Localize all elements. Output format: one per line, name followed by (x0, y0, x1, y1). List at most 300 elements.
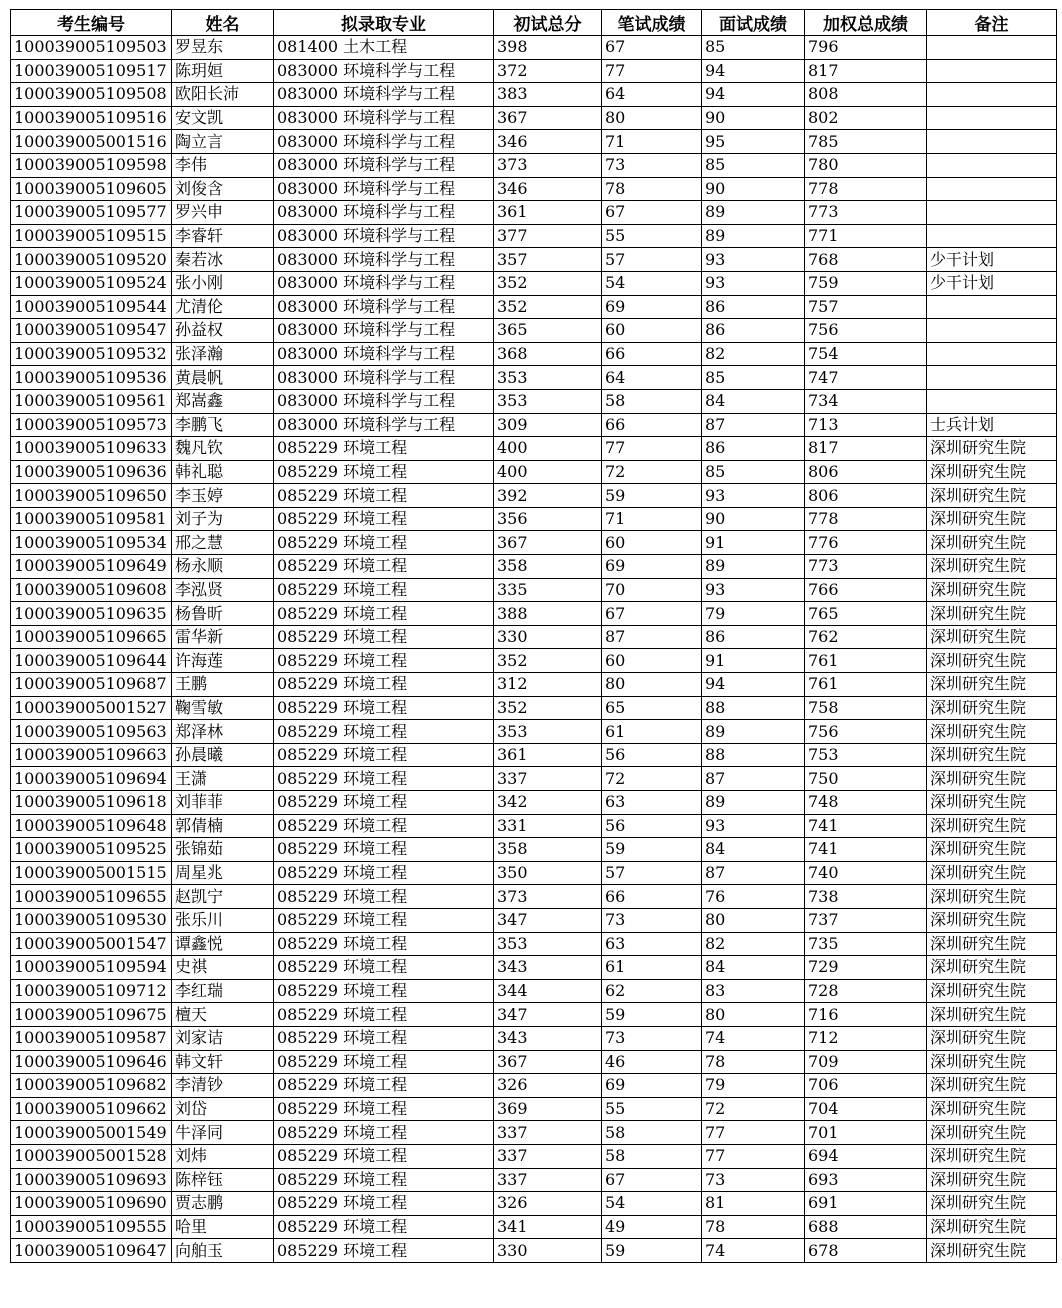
cell-remarks (927, 59, 1057, 83)
cell-weighted-total: 761 (805, 649, 927, 673)
table-row (11, 578, 1057, 602)
cell-interview-score: 88 (702, 743, 805, 767)
cell-name: 尤清伦 (172, 295, 274, 319)
cell-major: 085229 环境工程 (274, 507, 494, 531)
cell-interview-score: 90 (702, 106, 805, 130)
cell-interview-score: 82 (702, 342, 805, 366)
cell-remarks: 深圳研究生院 (927, 649, 1057, 673)
table-row (11, 1097, 1057, 1121)
cell-weighted-total: 748 (805, 791, 927, 815)
cell-initial-total: 353 (494, 932, 602, 956)
cell-initial-total: 344 (494, 979, 602, 1003)
cell-written-score: 70 (602, 578, 702, 602)
cell-major: 083000 环境科学与工程 (274, 366, 494, 390)
cell-written-score: 65 (602, 696, 702, 720)
table-row (11, 885, 1057, 909)
cell-written-score: 58 (602, 1121, 702, 1145)
cell-interview-score: 74 (702, 1026, 805, 1050)
table-row (11, 106, 1057, 130)
cell-remarks (927, 177, 1057, 201)
cell-initial-total: 373 (494, 153, 602, 177)
cell-weighted-total: 806 (805, 460, 927, 484)
cell-remarks (927, 106, 1057, 130)
table-row (11, 507, 1057, 531)
cell-remarks: 深圳研究生院 (927, 861, 1057, 885)
cell-weighted-total: 759 (805, 271, 927, 295)
cell-weighted-total: 780 (805, 153, 927, 177)
cell-weighted-total: 796 (805, 36, 927, 60)
cell-major: 085229 环境工程 (274, 838, 494, 862)
cell-major: 085229 环境工程 (274, 1192, 494, 1216)
cell-weighted-total: 691 (805, 1192, 927, 1216)
cell-name: 郑泽林 (172, 720, 274, 744)
cell-interview-score: 82 (702, 932, 805, 956)
cell-initial-total: 367 (494, 106, 602, 130)
cell-candidate-id: 100039005109649 (11, 555, 172, 579)
cell-name: 雷华新 (172, 625, 274, 649)
cell-remarks: 深圳研究生院 (927, 1097, 1057, 1121)
cell-weighted-total: 747 (805, 366, 927, 390)
header-name: 姓名 (172, 10, 274, 36)
cell-written-score: 80 (602, 106, 702, 130)
cell-interview-score: 79 (702, 602, 805, 626)
table-row (11, 153, 1057, 177)
cell-written-score: 57 (602, 248, 702, 272)
cell-weighted-total: 693 (805, 1168, 927, 1192)
cell-interview-score: 83 (702, 979, 805, 1003)
cell-major: 085229 环境工程 (274, 720, 494, 744)
cell-major: 085229 环境工程 (274, 1121, 494, 1145)
cell-major: 083000 环境科学与工程 (274, 177, 494, 201)
cell-remarks (927, 201, 1057, 225)
cell-candidate-id: 100039005109561 (11, 389, 172, 413)
table-row (11, 342, 1057, 366)
table-body (11, 36, 1057, 1263)
cell-name: 李玉婷 (172, 484, 274, 508)
table-header (11, 10, 1057, 36)
cell-weighted-total: 817 (805, 437, 927, 461)
cell-candidate-id: 100039005001527 (11, 696, 172, 720)
cell-written-score: 77 (602, 437, 702, 461)
table-row (11, 861, 1057, 885)
cell-remarks: 深圳研究生院 (927, 791, 1057, 815)
cell-written-score: 60 (602, 319, 702, 343)
cell-remarks: 深圳研究生院 (927, 720, 1057, 744)
cell-name: 邢之慧 (172, 531, 274, 555)
cell-interview-score: 86 (702, 437, 805, 461)
cell-candidate-id: 100039005109693 (11, 1168, 172, 1192)
cell-weighted-total: 758 (805, 696, 927, 720)
cell-candidate-id: 100039005109655 (11, 885, 172, 909)
table-row (11, 484, 1057, 508)
cell-major: 085229 环境工程 (274, 602, 494, 626)
cell-interview-score: 79 (702, 1074, 805, 1098)
cell-initial-total: 361 (494, 743, 602, 767)
cell-remarks (927, 389, 1057, 413)
cell-initial-total: 383 (494, 83, 602, 107)
cell-interview-score: 80 (702, 1003, 805, 1027)
cell-initial-total: 343 (494, 956, 602, 980)
cell-weighted-total: 802 (805, 106, 927, 130)
cell-weighted-total: 773 (805, 555, 927, 579)
cell-initial-total: 347 (494, 908, 602, 932)
cell-name: 陈梓钰 (172, 1168, 274, 1192)
cell-remarks: 深圳研究生院 (927, 767, 1057, 791)
cell-weighted-total: 756 (805, 720, 927, 744)
table-row (11, 979, 1057, 1003)
cell-candidate-id: 100039005001528 (11, 1144, 172, 1168)
admission-table (10, 9, 1057, 1263)
cell-initial-total: 312 (494, 673, 602, 697)
cell-weighted-total: 709 (805, 1050, 927, 1074)
cell-remarks (927, 83, 1057, 107)
cell-candidate-id: 100039005109687 (11, 673, 172, 697)
cell-weighted-total: 740 (805, 861, 927, 885)
cell-remarks: 深圳研究生院 (927, 531, 1057, 555)
cell-initial-total: 330 (494, 1239, 602, 1263)
cell-candidate-id: 100039005109650 (11, 484, 172, 508)
cell-name: 史祺 (172, 956, 274, 980)
cell-major: 085229 环境工程 (274, 1026, 494, 1050)
cell-name: 刘岱 (172, 1097, 274, 1121)
cell-candidate-id: 100039005109508 (11, 83, 172, 107)
cell-name: 李清钞 (172, 1074, 274, 1098)
cell-weighted-total: 765 (805, 602, 927, 626)
cell-major: 083000 环境科学与工程 (274, 271, 494, 295)
cell-name: 贾志鹏 (172, 1192, 274, 1216)
cell-remarks (927, 366, 1057, 390)
cell-name: 张泽瀚 (172, 342, 274, 366)
table-row (11, 1121, 1057, 1145)
cell-candidate-id: 100039005001549 (11, 1121, 172, 1145)
cell-interview-score: 84 (702, 389, 805, 413)
cell-remarks: 深圳研究生院 (927, 932, 1057, 956)
cell-candidate-id: 100039005109563 (11, 720, 172, 744)
cell-name: 刘子为 (172, 507, 274, 531)
cell-remarks (927, 342, 1057, 366)
cell-initial-total: 343 (494, 1026, 602, 1050)
cell-initial-total: 335 (494, 578, 602, 602)
cell-remarks: 深圳研究生院 (927, 743, 1057, 767)
cell-name: 杨永顺 (172, 555, 274, 579)
table-row (11, 649, 1057, 673)
cell-major: 085229 环境工程 (274, 956, 494, 980)
cell-major: 085229 环境工程 (274, 767, 494, 791)
cell-initial-total: 367 (494, 531, 602, 555)
cell-name: 郑嵩鑫 (172, 389, 274, 413)
cell-candidate-id: 100039005109587 (11, 1026, 172, 1050)
cell-candidate-id: 100039005109520 (11, 248, 172, 272)
cell-major: 085229 环境工程 (274, 649, 494, 673)
cell-written-score: 58 (602, 1144, 702, 1168)
cell-weighted-total: 771 (805, 224, 927, 248)
cell-remarks: 深圳研究生院 (927, 437, 1057, 461)
table-row (11, 1239, 1057, 1263)
cell-initial-total: 368 (494, 342, 602, 366)
cell-written-score: 59 (602, 1239, 702, 1263)
cell-name: 牛泽同 (172, 1121, 274, 1145)
cell-candidate-id: 100039005109515 (11, 224, 172, 248)
cell-remarks (927, 295, 1057, 319)
cell-weighted-total: 713 (805, 413, 927, 437)
table-row (11, 838, 1057, 862)
cell-weighted-total: 754 (805, 342, 927, 366)
cell-written-score: 73 (602, 908, 702, 932)
cell-initial-total: 353 (494, 389, 602, 413)
cell-candidate-id: 100039005109644 (11, 649, 172, 673)
cell-initial-total: 346 (494, 177, 602, 201)
table-row (11, 83, 1057, 107)
cell-interview-score: 93 (702, 578, 805, 602)
cell-name: 李红瑞 (172, 979, 274, 1003)
cell-initial-total: 353 (494, 366, 602, 390)
cell-initial-total: 388 (494, 602, 602, 626)
cell-remarks: 深圳研究生院 (927, 696, 1057, 720)
cell-interview-score: 77 (702, 1144, 805, 1168)
cell-interview-score: 93 (702, 814, 805, 838)
table-row (11, 36, 1057, 60)
cell-weighted-total: 776 (805, 531, 927, 555)
table-row (11, 720, 1057, 744)
cell-written-score: 56 (602, 743, 702, 767)
header-weighted-total: 加权总成绩 (805, 10, 927, 36)
table-row (11, 673, 1057, 697)
cell-major: 083000 环境科学与工程 (274, 224, 494, 248)
cell-weighted-total: 716 (805, 1003, 927, 1027)
cell-written-score: 55 (602, 1097, 702, 1121)
header-major: 拟录取专业 (274, 10, 494, 36)
cell-major: 085229 环境工程 (274, 1239, 494, 1263)
cell-candidate-id: 100039005109544 (11, 295, 172, 319)
cell-candidate-id: 100039005109663 (11, 743, 172, 767)
cell-initial-total: 331 (494, 814, 602, 838)
cell-weighted-total: 738 (805, 885, 927, 909)
cell-interview-score: 85 (702, 153, 805, 177)
cell-written-score: 87 (602, 625, 702, 649)
cell-written-score: 55 (602, 224, 702, 248)
table-row (11, 319, 1057, 343)
table-row (11, 814, 1057, 838)
cell-written-score: 49 (602, 1215, 702, 1239)
cell-name: 赵凯宁 (172, 885, 274, 909)
cell-candidate-id: 100039005109618 (11, 791, 172, 815)
cell-name: 张乐川 (172, 908, 274, 932)
cell-remarks: 深圳研究生院 (927, 578, 1057, 602)
table-row (11, 791, 1057, 815)
cell-initial-total: 326 (494, 1192, 602, 1216)
cell-remarks: 深圳研究生院 (927, 507, 1057, 531)
cell-weighted-total: 766 (805, 578, 927, 602)
cell-candidate-id: 100039005001516 (11, 130, 172, 154)
cell-initial-total: 400 (494, 460, 602, 484)
cell-written-score: 67 (602, 36, 702, 60)
cell-remarks: 深圳研究生院 (927, 1074, 1057, 1098)
cell-major: 085229 环境工程 (274, 814, 494, 838)
cell-major: 085229 环境工程 (274, 1050, 494, 1074)
cell-remarks: 士兵计划 (927, 413, 1057, 437)
cell-major: 085229 环境工程 (274, 437, 494, 461)
cell-candidate-id: 100039005109532 (11, 342, 172, 366)
cell-major: 085229 环境工程 (274, 484, 494, 508)
cell-remarks (927, 130, 1057, 154)
cell-major: 085229 环境工程 (274, 979, 494, 1003)
cell-candidate-id: 100039005001515 (11, 861, 172, 885)
cell-written-score: 64 (602, 83, 702, 107)
cell-candidate-id: 100039005109536 (11, 366, 172, 390)
table-row (11, 413, 1057, 437)
table-row (11, 437, 1057, 461)
cell-major: 083000 环境科学与工程 (274, 295, 494, 319)
cell-name: 王鹏 (172, 673, 274, 697)
table-row (11, 1003, 1057, 1027)
cell-major: 083000 环境科学与工程 (274, 342, 494, 366)
table-row (11, 130, 1057, 154)
cell-remarks: 少干计划 (927, 248, 1057, 272)
cell-major: 083000 环境科学与工程 (274, 248, 494, 272)
cell-remarks (927, 319, 1057, 343)
cell-remarks (927, 224, 1057, 248)
cell-interview-score: 94 (702, 83, 805, 107)
table-row (11, 1026, 1057, 1050)
cell-remarks: 深圳研究生院 (927, 1168, 1057, 1192)
table-row (11, 743, 1057, 767)
cell-remarks: 深圳研究生院 (927, 1003, 1057, 1027)
cell-candidate-id: 100039005109608 (11, 578, 172, 602)
cell-candidate-id: 100039005109633 (11, 437, 172, 461)
cell-remarks: 深圳研究生院 (927, 956, 1057, 980)
cell-written-score: 54 (602, 1192, 702, 1216)
cell-weighted-total: 706 (805, 1074, 927, 1098)
cell-interview-score: 85 (702, 366, 805, 390)
cell-candidate-id: 100039005109530 (11, 908, 172, 932)
cell-interview-score: 88 (702, 696, 805, 720)
cell-name: 哈里 (172, 1215, 274, 1239)
cell-initial-total: 352 (494, 295, 602, 319)
cell-major: 085229 环境工程 (274, 1215, 494, 1239)
cell-interview-score: 87 (702, 861, 805, 885)
cell-name: 魏凡钦 (172, 437, 274, 461)
cell-initial-total: 400 (494, 437, 602, 461)
cell-weighted-total: 761 (805, 673, 927, 697)
cell-major: 085229 环境工程 (274, 1074, 494, 1098)
cell-initial-total: 350 (494, 861, 602, 885)
cell-candidate-id: 100039005109517 (11, 59, 172, 83)
cell-major: 085229 环境工程 (274, 908, 494, 932)
cell-name: 李睿轩 (172, 224, 274, 248)
cell-major: 083000 环境科学与工程 (274, 83, 494, 107)
cell-initial-total: 337 (494, 1121, 602, 1145)
cell-interview-score: 91 (702, 649, 805, 673)
cell-candidate-id: 100039005109581 (11, 507, 172, 531)
cell-interview-score: 87 (702, 767, 805, 791)
table-row (11, 59, 1057, 83)
cell-remarks: 深圳研究生院 (927, 979, 1057, 1003)
cell-initial-total: 398 (494, 36, 602, 60)
header-written-score: 笔试成绩 (602, 10, 702, 36)
header-row (11, 10, 1057, 36)
cell-remarks: 少干计划 (927, 271, 1057, 295)
cell-initial-total: 361 (494, 201, 602, 225)
table-row (11, 389, 1057, 413)
cell-interview-score: 76 (702, 885, 805, 909)
cell-initial-total: 377 (494, 224, 602, 248)
cell-name: 秦若冰 (172, 248, 274, 272)
cell-candidate-id: 100039005109534 (11, 531, 172, 555)
cell-weighted-total: 778 (805, 507, 927, 531)
cell-weighted-total: 773 (805, 201, 927, 225)
cell-interview-score: 93 (702, 484, 805, 508)
cell-written-score: 56 (602, 814, 702, 838)
cell-initial-total: 326 (494, 1074, 602, 1098)
cell-major: 085229 环境工程 (274, 743, 494, 767)
cell-weighted-total: 734 (805, 389, 927, 413)
cell-candidate-id: 100039005109662 (11, 1097, 172, 1121)
cell-weighted-total: 712 (805, 1026, 927, 1050)
cell-written-score: 63 (602, 791, 702, 815)
cell-written-score: 59 (602, 1003, 702, 1027)
cell-weighted-total: 701 (805, 1121, 927, 1145)
cell-name: 许海莲 (172, 649, 274, 673)
cell-major: 085229 环境工程 (274, 1168, 494, 1192)
cell-written-score: 61 (602, 720, 702, 744)
table-row (11, 201, 1057, 225)
cell-name: 杨鲁昕 (172, 602, 274, 626)
cell-interview-score: 85 (702, 36, 805, 60)
cell-candidate-id: 100039005109525 (11, 838, 172, 862)
cell-candidate-id: 100039005109682 (11, 1074, 172, 1098)
cell-weighted-total: 806 (805, 484, 927, 508)
cell-initial-total: 367 (494, 1050, 602, 1074)
cell-candidate-id: 100039005109555 (11, 1215, 172, 1239)
cell-remarks: 深圳研究生院 (927, 885, 1057, 909)
cell-name: 鞠雪敏 (172, 696, 274, 720)
cell-written-score: 72 (602, 767, 702, 791)
header-interview-score: 面试成绩 (702, 10, 805, 36)
cell-interview-score: 84 (702, 838, 805, 862)
cell-initial-total: 357 (494, 248, 602, 272)
cell-name: 陈玥姮 (172, 59, 274, 83)
cell-written-score: 67 (602, 201, 702, 225)
cell-remarks: 深圳研究生院 (927, 460, 1057, 484)
cell-written-score: 73 (602, 1026, 702, 1050)
cell-interview-score: 90 (702, 507, 805, 531)
cell-written-score: 66 (602, 342, 702, 366)
cell-initial-total: 342 (494, 791, 602, 815)
cell-name: 韩文轩 (172, 1050, 274, 1074)
table-row (11, 1168, 1057, 1192)
cell-written-score: 80 (602, 673, 702, 697)
cell-remarks: 深圳研究生院 (927, 838, 1057, 862)
cell-written-score: 78 (602, 177, 702, 201)
cell-written-score: 66 (602, 413, 702, 437)
cell-major: 083000 环境科学与工程 (274, 319, 494, 343)
cell-name: 韩礼聪 (172, 460, 274, 484)
cell-name: 孙益权 (172, 319, 274, 343)
cell-candidate-id: 100039005109647 (11, 1239, 172, 1263)
cell-candidate-id: 100039005109636 (11, 460, 172, 484)
cell-remarks: 深圳研究生院 (927, 484, 1057, 508)
cell-written-score: 71 (602, 507, 702, 531)
cell-major: 083000 环境科学与工程 (274, 413, 494, 437)
header-candidate-id: 考生编号 (11, 10, 172, 36)
cell-name: 檀天 (172, 1003, 274, 1027)
table-row (11, 224, 1057, 248)
cell-candidate-id: 100039005109516 (11, 106, 172, 130)
header-initial-total: 初试总分 (494, 10, 602, 36)
cell-initial-total: 337 (494, 767, 602, 791)
table-row (11, 295, 1057, 319)
cell-name: 安文凯 (172, 106, 274, 130)
